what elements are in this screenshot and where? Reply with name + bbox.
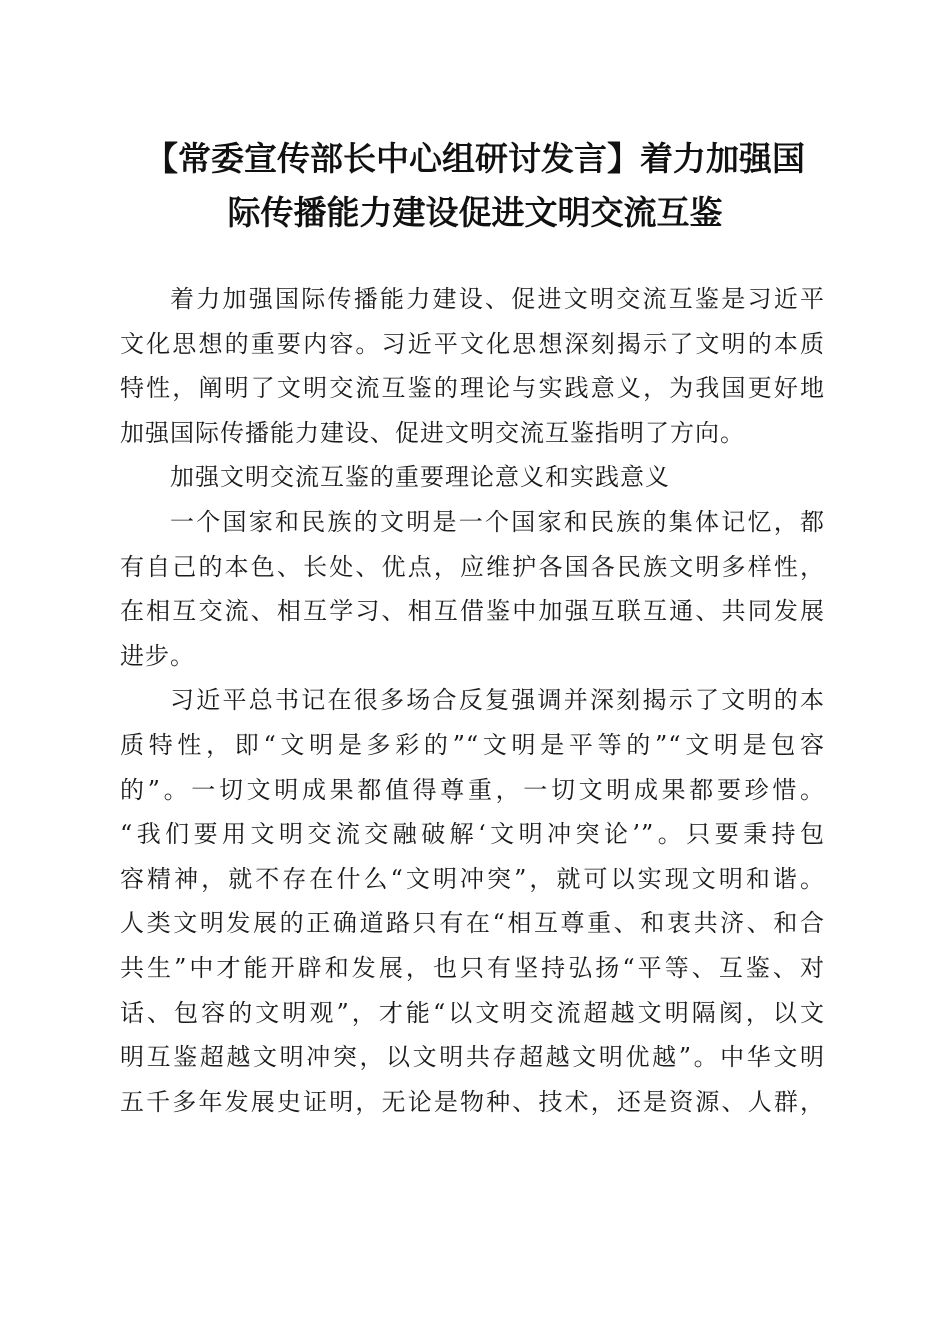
document-title [100, 132, 850, 240]
text-line: 加强文明交流互鉴的重要理论意义和实践意义 [170, 463, 670, 492]
text-line: “我们要用文明交流交融破解‘文明冲突论’”。只要秉持包 [120, 820, 825, 849]
text-line: 习近平总书记在很多场合反复强调并深刻揭示了文明的本 [170, 686, 825, 715]
text-line: 五千多年发展史证明，无论是物种、技术，还是资源、人群， [120, 1087, 825, 1116]
text-line: 有自己的本色、长处、优点，应维护各国各民族文明多样性， [120, 552, 825, 581]
text-line: 进步。 [120, 641, 195, 670]
text-line: 着力加强国际传播能力建设、促进文明交流互鉴是习近平 [170, 285, 825, 313]
section-heading [120, 455, 825, 500]
text-line: 特性，阐明了文明交流互鉴的理论与实践意义，为我国更好地 [120, 374, 825, 403]
text-line: 话、包容的文明观”，才能“以文明交流超越文明隔阂，以文 [120, 998, 825, 1027]
text-line: 容精神，就不存在什么“文明冲突”，就可以实现文明和谐。 [120, 864, 825, 893]
text-line: 共生”中才能开辟和发展，也只有坚持弘扬“平等、互鉴、对 [120, 953, 825, 982]
text-line: 的”。一切文明成果都值得尊重，一切文明成果都要珍惜。 [120, 775, 825, 804]
document-body [120, 277, 825, 1124]
title-line-1: 【常委宣传部长中心组研讨发言】着力加强国 [145, 139, 805, 178]
text-line: 一个国家和民族的文明是一个国家和民族的集体记忆，都 [170, 507, 825, 536]
text-line: 文化思想的重要内容。习近平文化思想深刻揭示了文明的本质 [120, 329, 825, 358]
text-line: 质特性，即“文明是多彩的”“文明是平等的”“文明是包容 [120, 730, 825, 759]
text-line: 明互鉴超越文明冲突，以文明共存超越文明优越”。中华文明 [120, 1043, 825, 1072]
paragraph-diversity [120, 500, 825, 678]
paragraph-intro [120, 277, 825, 455]
title-line-2: 际传播能力建设促进文明交流互鉴 [227, 193, 723, 232]
text-line: 加强国际传播能力建设、促进文明交流互鉴指明了方向。 [120, 418, 745, 447]
text-line: 在相互交流、相互学习、相互借鉴中加强互联互通、共同发展 [120, 597, 825, 626]
text-line: 人类文明发展的正确道路只有在“相互尊重、和衷共济、和合 [120, 909, 825, 938]
paragraph-civilization [120, 678, 825, 1124]
